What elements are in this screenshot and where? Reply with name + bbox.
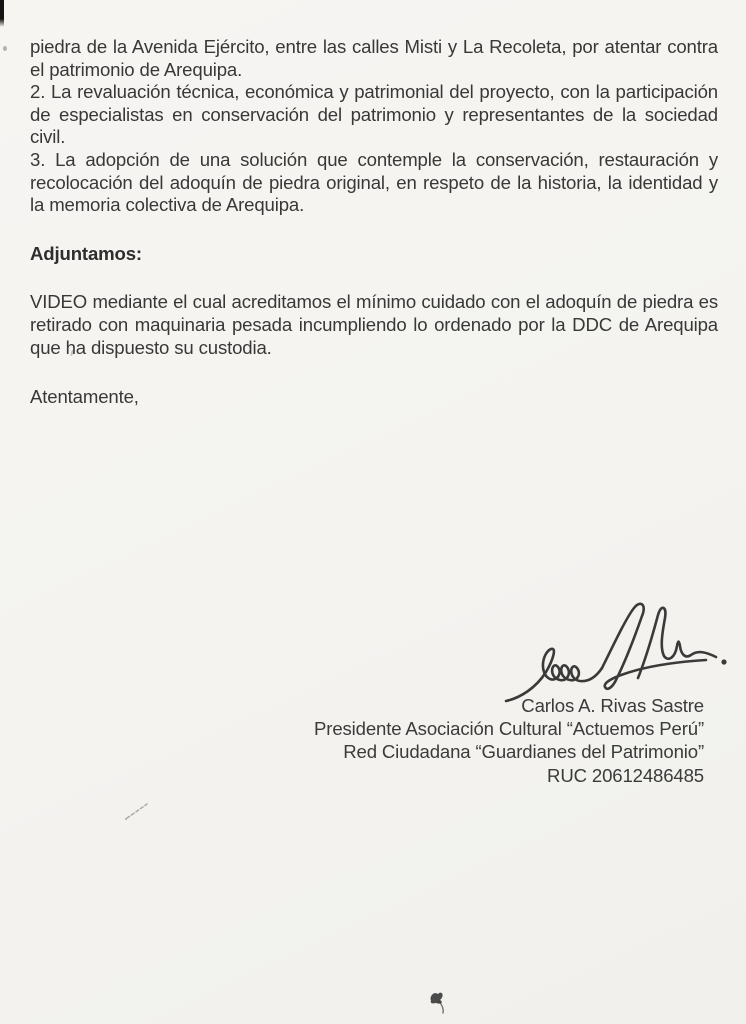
paragraph-demand-1: piedra de la Avenida Ejército, entre las calles Misti y La Recoleta, por atentar contra el patrimonio de Arequipa. [30,36,718,80]
signatory-ruc: RUC 20612486485 [547,764,704,786]
signatory-name: Carlos A. Rivas Sastre [521,695,704,716]
ink-blot-artifact [426,988,452,1018]
attachments-heading: Adjuntamos: [30,242,142,264]
closing-salutation: Atentamente, [30,386,139,408]
scan-edge-artifact [0,0,4,27]
attachments-paragraph: VIDEO mediante el cual acreditamos el mínimo cuidado con el adoquín de piedra es retirado con maquinaria pesada incumpliendo lo ordenado por la DDC de Arequipa que ha dispuesto su custodia. [30,291,718,358]
paragraph-demand-2: 2. La revaluación técnica, económica y patrimonial del proyecto, con la participación de especialistas en conservación del patrimonio y representantes de la sociedad civil. [30,81,718,148]
paragraph-demand-3: 3. La adopción de una solución que contemple la conservación, restauración y recolocación del adoquín de piedra original, en respeto de la historia, la identidad y la memoria colectiva de Arequipa. [30,148,718,216]
scan-speck [3,46,7,51]
letter-body [30,36,718,409]
signatory-organization: Red Ciudadana “Guardianes del Patrimonio” [343,741,704,763]
signatory-title: Presidente Asociación Cultural “Actuemos Perú” [314,718,704,740]
signature-block [314,694,704,787]
pencil-mark-artifact [124,800,152,822]
